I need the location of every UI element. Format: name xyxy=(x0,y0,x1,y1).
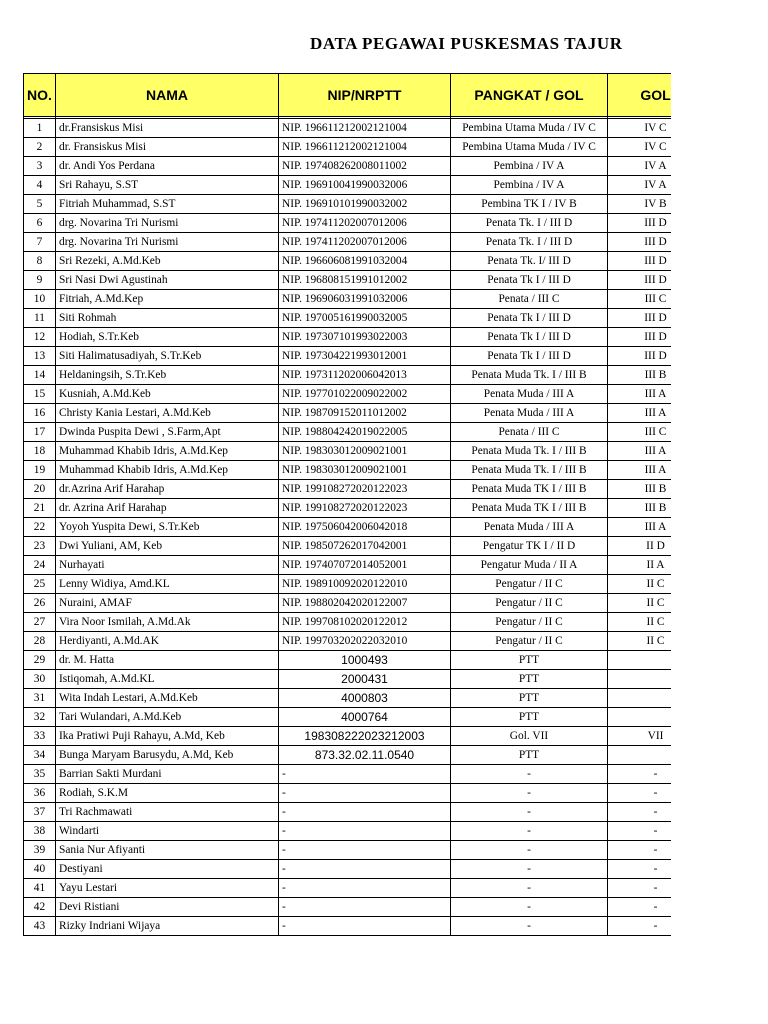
cell-gol: III C xyxy=(608,423,704,442)
cell-gol: - xyxy=(608,879,704,898)
cell-gol: II C xyxy=(608,613,704,632)
cell-gol: III A xyxy=(608,461,704,480)
cell-nip: NIP. 197304221993012001 xyxy=(279,347,451,366)
cell-gol: IV A xyxy=(608,176,704,195)
cell-pangkat: Pembina / IV A xyxy=(451,157,608,176)
cell-nama: Tri Rachmawati xyxy=(56,803,279,822)
table-row xyxy=(24,461,704,480)
cell-gol: III D xyxy=(608,233,704,252)
cell-gol: III D xyxy=(608,252,704,271)
cell-nip: NIP. 196910101990032002 xyxy=(279,195,451,214)
table-row xyxy=(24,366,704,385)
cell-gol: - xyxy=(608,917,704,936)
cell-no: 25 xyxy=(24,575,56,594)
cell-nip: NIP. 196910041990032006 xyxy=(279,176,451,195)
table-row xyxy=(24,385,704,404)
cell-no: 37 xyxy=(24,803,56,822)
cell-no: 16 xyxy=(24,404,56,423)
cell-gol: III A xyxy=(608,442,704,461)
cell-nip: NIP. 196906031991032006 xyxy=(279,290,451,309)
cell-nama: Dwinda Puspita Dewi , S.Farm,Apt xyxy=(56,423,279,442)
table-row xyxy=(24,347,704,366)
cell-gol: III D xyxy=(608,309,704,328)
cell-nama: Yayu Lestari xyxy=(56,879,279,898)
cell-gol: - xyxy=(608,784,704,803)
table-row xyxy=(24,138,704,157)
table-row xyxy=(24,119,704,138)
cell-nama: dr.Fransiskus Misi xyxy=(56,119,279,138)
cell-nama: Yoyoh Yuspita Dewi, S.Tr.Keb xyxy=(56,518,279,537)
cell-gol: II C xyxy=(608,632,704,651)
cell-gol: IV B xyxy=(608,195,704,214)
cell-nama: drg. Novarina Tri Nurismi xyxy=(56,214,279,233)
cell-gol: III B xyxy=(608,366,704,385)
cell-no: 36 xyxy=(24,784,56,803)
table-row xyxy=(24,879,704,898)
cell-nama: Sri Rahayu, S.ST xyxy=(56,176,279,195)
cell-pangkat: Pembina Utama Muda / IV C xyxy=(451,119,608,138)
cell-nip: NIP. 197311202006042013 xyxy=(279,366,451,385)
cell-gol: - xyxy=(608,860,704,879)
cell-pangkat: PTT xyxy=(451,670,608,689)
cell-no: 14 xyxy=(24,366,56,385)
cell-nama: Windarti xyxy=(56,822,279,841)
cell-pangkat: Pembina TK I / IV B xyxy=(451,195,608,214)
table-row xyxy=(24,708,704,727)
cell-no: 11 xyxy=(24,309,56,328)
table-row xyxy=(24,214,704,233)
cell-nama: Muhammad Khabib Idris, A.Md.Kep xyxy=(56,442,279,461)
cell-no: 7 xyxy=(24,233,56,252)
cell-no: 20 xyxy=(24,480,56,499)
cell-nama: dr.Azrina Arif Harahap xyxy=(56,480,279,499)
cell-nip: NIP. 196808151991012002 xyxy=(279,271,451,290)
cell-gol: - xyxy=(608,841,704,860)
cell-pangkat: - xyxy=(451,765,608,784)
cell-nama: Hodiah, S.Tr.Keb xyxy=(56,328,279,347)
cell-pangkat: Penata / III C xyxy=(451,423,608,442)
cell-pangkat: Pembina Utama Muda / IV C xyxy=(451,138,608,157)
cell-nip: NIP. 198802042020122007 xyxy=(279,594,451,613)
cell-nip: NIP. 197506042006042018 xyxy=(279,518,451,537)
table-row xyxy=(24,499,704,518)
cell-nama: Destiyani xyxy=(56,860,279,879)
cell-nip: - xyxy=(279,765,451,784)
table-row xyxy=(24,689,704,708)
cell-no: 3 xyxy=(24,157,56,176)
cell-nip: NIP. 196611212002121004 xyxy=(279,138,451,157)
cell-pangkat: - xyxy=(451,841,608,860)
cell-nama: Istiqomah, A.Md.KL xyxy=(56,670,279,689)
cell-no: 17 xyxy=(24,423,56,442)
cell-pangkat: Gol. VII xyxy=(451,727,608,746)
cell-pangkat: PTT xyxy=(451,651,608,670)
cell-no: 15 xyxy=(24,385,56,404)
cell-nama: Kusniah, A.Md.Keb xyxy=(56,385,279,404)
table-row xyxy=(24,176,704,195)
cell-pangkat: Pengatur / II C xyxy=(451,613,608,632)
table-row xyxy=(24,898,704,917)
cell-nama: dr. M. Hatta xyxy=(56,651,279,670)
cell-pangkat: - xyxy=(451,822,608,841)
cell-pangkat: Penata Tk I / III D xyxy=(451,271,608,290)
cell-gol: II A xyxy=(608,556,704,575)
cell-no: 9 xyxy=(24,271,56,290)
cell-pangkat: Pembina / IV A xyxy=(451,176,608,195)
cell-pangkat: Penata Muda / III A xyxy=(451,518,608,537)
cell-nip: 873.32.02.11.0540 xyxy=(279,746,451,765)
cell-gol: - xyxy=(608,898,704,917)
cell-no: 8 xyxy=(24,252,56,271)
cell-gol: III D xyxy=(608,347,704,366)
cell-pangkat: PTT xyxy=(451,689,608,708)
cell-gol: III D xyxy=(608,271,704,290)
cell-gol: IV C xyxy=(608,119,704,138)
cell-nip: NIP. 197701022009022002 xyxy=(279,385,451,404)
cell-nip: NIP. 198303012009021001 xyxy=(279,442,451,461)
cell-nama: dr. Andi Yos Perdana xyxy=(56,157,279,176)
cell-no: 33 xyxy=(24,727,56,746)
cell-pangkat: - xyxy=(451,879,608,898)
cell-gol: II C xyxy=(608,575,704,594)
cell-gol: - xyxy=(608,765,704,784)
cell-nip: - xyxy=(279,917,451,936)
cell-pangkat: Penata Muda Tk. I / III B xyxy=(451,461,608,480)
cell-nip: 1000493 xyxy=(279,651,451,670)
cell-nama: Ika Pratiwi Puji Rahayu, A.Md, Keb xyxy=(56,727,279,746)
cell-nip: NIP. 199703202022032010 xyxy=(279,632,451,651)
cell-no: 23 xyxy=(24,537,56,556)
cell-gol: IV C xyxy=(608,138,704,157)
cell-no: 39 xyxy=(24,841,56,860)
cell-pangkat: PTT xyxy=(451,746,608,765)
cell-nip: NIP. 197407072014052001 xyxy=(279,556,451,575)
cell-nip: - xyxy=(279,784,451,803)
cell-nama: dr. Fransiskus Misi xyxy=(56,138,279,157)
cell-nama: Muhammad Khabib Idris, A.Md.Kep xyxy=(56,461,279,480)
cell-nama: Rodiah, S.K.M xyxy=(56,784,279,803)
table-row xyxy=(24,860,704,879)
cell-no: 35 xyxy=(24,765,56,784)
cell-pangkat: Penata Tk I / III D xyxy=(451,309,608,328)
cell-nip: NIP. 199108272020122023 xyxy=(279,480,451,499)
cell-pangkat: Penata Tk I / III D xyxy=(451,328,608,347)
table-row xyxy=(24,423,704,442)
cell-no: 12 xyxy=(24,328,56,347)
cell-gol: III B xyxy=(608,499,704,518)
cell-pangkat: Penata Muda / III A xyxy=(451,385,608,404)
cell-nama: drg. Novarina Tri Nurismi xyxy=(56,233,279,252)
cell-pangkat: - xyxy=(451,898,608,917)
cell-nama: Siti Halimatusadiyah, S.Tr.Keb xyxy=(56,347,279,366)
cell-gol: III C xyxy=(608,290,704,309)
cell-gol: - xyxy=(608,822,704,841)
cell-gol: III A xyxy=(608,518,704,537)
cell-pangkat: Pengatur / II C xyxy=(451,632,608,651)
cell-nip: NIP. 197005161990032005 xyxy=(279,309,451,328)
cell-pangkat: - xyxy=(451,784,608,803)
table-row xyxy=(24,765,704,784)
cell-gol: III B xyxy=(608,480,704,499)
cell-no: 41 xyxy=(24,879,56,898)
cell-nama: Heldaningsih, S.Tr.Keb xyxy=(56,366,279,385)
cell-gol: III D xyxy=(608,328,704,347)
table-row xyxy=(24,252,704,271)
table-row xyxy=(24,670,704,689)
header-pangkat: PANGKAT / GOL xyxy=(451,74,608,117)
cell-nip: - xyxy=(279,860,451,879)
cell-nip: NIP. 198709152011012002 xyxy=(279,404,451,423)
cell-gol: II C xyxy=(608,594,704,613)
cell-no: 42 xyxy=(24,898,56,917)
cell-no: 5 xyxy=(24,195,56,214)
cell-gol: III D xyxy=(608,214,704,233)
cell-no: 18 xyxy=(24,442,56,461)
table-row xyxy=(24,271,704,290)
cell-no: 4 xyxy=(24,176,56,195)
cell-nip: NIP. 199108272020122023 xyxy=(279,499,451,518)
cell-pangkat: - xyxy=(451,917,608,936)
cell-no: 6 xyxy=(24,214,56,233)
header-no: NO. xyxy=(24,74,56,117)
cell-pangkat: Penata Tk. I / III D xyxy=(451,233,608,252)
table-row xyxy=(24,195,704,214)
cell-nama: Barrian Sakti Murdani xyxy=(56,765,279,784)
cell-nip: 2000431 xyxy=(279,670,451,689)
table-row xyxy=(24,157,704,176)
cell-no: 19 xyxy=(24,461,56,480)
cell-pangkat: Pengatur / II C xyxy=(451,575,608,594)
cell-nip: NIP. 199708102020122012 xyxy=(279,613,451,632)
cell-nip: - xyxy=(279,841,451,860)
cell-nama: Fitriah Muhammad, S.ST xyxy=(56,195,279,214)
cell-nip: - xyxy=(279,879,451,898)
cell-pangkat: Pengatur / II C xyxy=(451,594,608,613)
cell-no: 1 xyxy=(24,119,56,138)
table-row xyxy=(24,917,704,936)
cell-nip: NIP. 197411202007012006 xyxy=(279,214,451,233)
cell-nama: Vira Noor Ismilah, A.Md.Ak xyxy=(56,613,279,632)
cell-pangkat: Penata Muda Tk. I / III B xyxy=(451,442,608,461)
header-nip: NIP/NRPTT xyxy=(279,74,451,117)
cell-nama: Nuraini, AMAF xyxy=(56,594,279,613)
table-row xyxy=(24,575,704,594)
cell-no: 26 xyxy=(24,594,56,613)
cell-no: 34 xyxy=(24,746,56,765)
cell-pangkat: Penata Tk. I/ III D xyxy=(451,252,608,271)
cell-pangkat: - xyxy=(451,860,608,879)
cell-no: 2 xyxy=(24,138,56,157)
cell-nama: Herdiyanti, A.Md.AK xyxy=(56,632,279,651)
cell-pangkat: Pengatur Muda / II A xyxy=(451,556,608,575)
cell-pangkat: Penata Muda / III A xyxy=(451,404,608,423)
cell-gol: - xyxy=(608,803,704,822)
cell-nama: Sri Nasi Dwi Agustinah xyxy=(56,271,279,290)
cell-gol: III A xyxy=(608,404,704,423)
table-row xyxy=(24,309,704,328)
table-row xyxy=(24,404,704,423)
table-row xyxy=(24,233,704,252)
table-row xyxy=(24,822,704,841)
cell-nama: Bunga Maryam Barusydu, A.Md, Keb xyxy=(56,746,279,765)
cell-nama: dr. Azrina Arif Harahap xyxy=(56,499,279,518)
cell-no: 22 xyxy=(24,518,56,537)
cell-nip: NIP. 198910092020122010 xyxy=(279,575,451,594)
cell-no: 32 xyxy=(24,708,56,727)
cell-no: 31 xyxy=(24,689,56,708)
cell-nip: - xyxy=(279,898,451,917)
cell-pangkat: - xyxy=(451,803,608,822)
cell-nama: Dwi Yuliani, AM, Keb xyxy=(56,537,279,556)
header-gol: GOL xyxy=(608,74,704,117)
cell-no: 29 xyxy=(24,651,56,670)
employee-table xyxy=(23,73,704,936)
cell-nip: NIP. 198804242019022005 xyxy=(279,423,451,442)
cell-gol: VII xyxy=(608,727,704,746)
cell-pangkat: Penata / III C xyxy=(451,290,608,309)
cell-nip: NIP. 196611212002121004 xyxy=(279,119,451,138)
table-row xyxy=(24,328,704,347)
table-row xyxy=(24,290,704,309)
cell-nama: Siti Rohmah xyxy=(56,309,279,328)
table-row xyxy=(24,651,704,670)
cell-nip: NIP. 197408262008011002 xyxy=(279,157,451,176)
cell-pangkat: PTT xyxy=(451,708,608,727)
table-body xyxy=(24,117,704,936)
cell-gol: II D xyxy=(608,537,704,556)
table-row xyxy=(24,480,704,499)
cell-nip: - xyxy=(279,803,451,822)
cell-nip: NIP. 196606081991032004 xyxy=(279,252,451,271)
cell-nama: Sri Rezeki, A.Md.Keb xyxy=(56,252,279,271)
table-row xyxy=(24,727,704,746)
table-row xyxy=(24,784,704,803)
cell-pangkat: Pengatur TK I / II D xyxy=(451,537,608,556)
table-row xyxy=(24,632,704,651)
cell-gol: III A xyxy=(608,385,704,404)
cell-gol: IV A xyxy=(608,157,704,176)
cell-pangkat: Penata Muda TK I / III B xyxy=(451,480,608,499)
cell-no: 24 xyxy=(24,556,56,575)
cell-nip: NIP. 197307101993022003 xyxy=(279,328,451,347)
table-row xyxy=(24,442,704,461)
page-title: DATA PEGAWAI PUSKESMAS TAJUR xyxy=(310,34,623,53)
cell-no: 40 xyxy=(24,860,56,879)
cell-nip: - xyxy=(279,822,451,841)
cell-nama: Fitriah, A.Md.Kep xyxy=(56,290,279,309)
cell-no: 38 xyxy=(24,822,56,841)
cell-nama: Lenny Widiya, Amd.KL xyxy=(56,575,279,594)
table-row xyxy=(24,613,704,632)
cell-nama: Nurhayati xyxy=(56,556,279,575)
cell-nama: Tari Wulandari, A.Md.Keb xyxy=(56,708,279,727)
cell-nip: 4000803 xyxy=(279,689,451,708)
cell-nip: NIP. 198507262017042001 xyxy=(279,537,451,556)
cell-no: 21 xyxy=(24,499,56,518)
cell-pangkat: Penata Tk. I / III D xyxy=(451,214,608,233)
cell-nama: Sania Nur Afiyanti xyxy=(56,841,279,860)
cell-nip: NIP. 197411202007012006 xyxy=(279,233,451,252)
cell-no: 27 xyxy=(24,613,56,632)
cell-nama: Rizky Indriani Wijaya xyxy=(56,917,279,936)
table-row xyxy=(24,803,704,822)
table-row xyxy=(24,746,704,765)
table-row xyxy=(24,518,704,537)
cell-no: 13 xyxy=(24,347,56,366)
table-header-row xyxy=(24,74,704,117)
cell-no: 10 xyxy=(24,290,56,309)
table-row xyxy=(24,537,704,556)
cell-nip: 198308222023212003 xyxy=(279,727,451,746)
cell-pangkat: Penata Muda Tk. I / III B xyxy=(451,366,608,385)
cell-pangkat: Penata Muda TK I / III B xyxy=(451,499,608,518)
cell-nama: Devi Ristiani xyxy=(56,898,279,917)
page-clip-edge xyxy=(671,0,768,1024)
cell-no: 43 xyxy=(24,917,56,936)
cell-pangkat: Penata Tk I / III D xyxy=(451,347,608,366)
cell-nama: Wita Indah Lestari, A.Md.Keb xyxy=(56,689,279,708)
table-row xyxy=(24,556,704,575)
cell-nip: NIP. 198303012009021001 xyxy=(279,461,451,480)
table-row xyxy=(24,841,704,860)
cell-no: 28 xyxy=(24,632,56,651)
cell-nama: Christy Kania Lestari, A.Md.Keb xyxy=(56,404,279,423)
table-row xyxy=(24,594,704,613)
cell-no: 30 xyxy=(24,670,56,689)
header-nama: NAMA xyxy=(56,74,279,117)
cell-nip: 4000764 xyxy=(279,708,451,727)
